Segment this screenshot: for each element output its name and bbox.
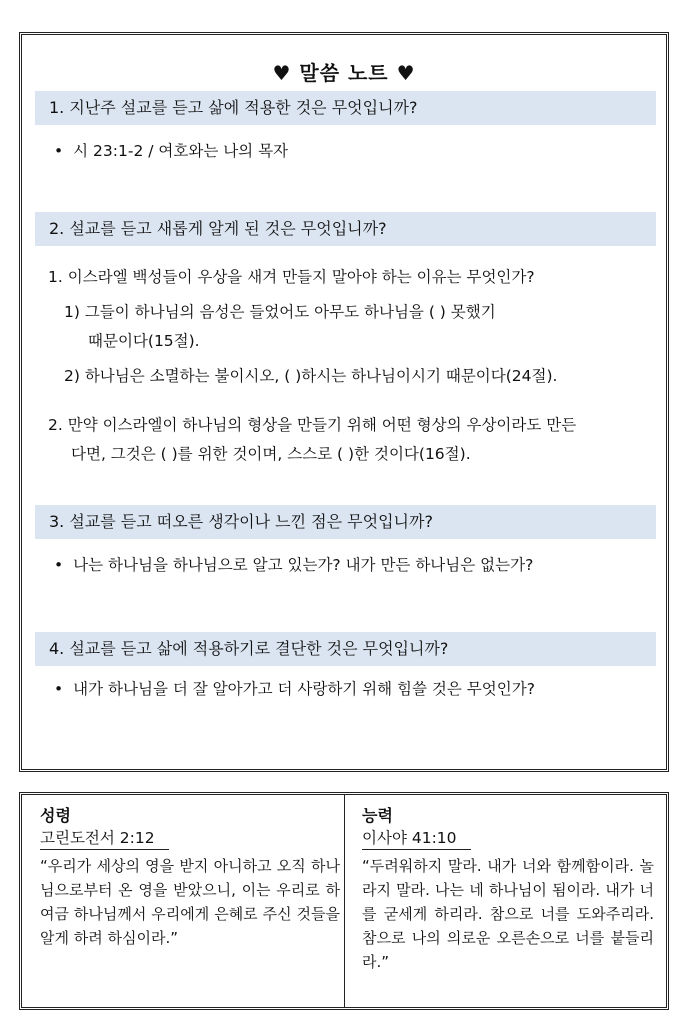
verse-heading: 성령 xyxy=(40,806,71,825)
q2-item-2-line-1: 2. 만약 이스라엘이 하나님의 형상을 만들기 위해 어떤 형상의 우상이라도 만든 xyxy=(48,416,577,434)
answer-1: • 시 23:1-2 / 여호와는 나의 목자 xyxy=(54,140,288,162)
question-4-bar: 4. 설교를 듣고 삶에 적용하기로 결단한 것은 무엇입니까? xyxy=(35,632,656,666)
verse-heading: 능력 xyxy=(362,806,393,825)
sermon-notes-panel xyxy=(19,32,669,772)
verse-reference: 이사야 41:10 xyxy=(362,827,471,850)
notes-title: ♥ 말씀 노트 ♥ xyxy=(272,61,416,85)
q2-item-1: 1. 이스라엘 백성들이 우상을 새겨 만들지 말아야 하는 이유는 무엇인가? xyxy=(48,268,535,286)
verse-text: “두려워하지 말라. 내가 너와 함께함이라. 놀라지 말라. 나는 네 하나님이 됨이라. 내가 너를 굳세게 하리라. 참으로 너를 도와주리라. 참으로 나의 의로운 오른손으로 너를 붙들리라.” xyxy=(362,857,654,971)
verse-card-holy-spirit xyxy=(40,805,340,950)
question-2-bar: 2. 설교를 듣고 새롭게 알게 된 것은 무엇입니까? xyxy=(35,212,656,246)
verse-reference: 고린도전서 2:12 xyxy=(40,827,169,850)
q2-item-1-sub-2: 2) 하나님은 소멸하는 불이시오, ( )하시는 하나님이시기 때문이다(24절). xyxy=(64,367,558,385)
question-1-bar: 1. 지난주 설교를 듣고 삶에 적용한 것은 무엇입니까? xyxy=(35,91,656,125)
verse-text: “우리가 세상의 영을 받지 아니하고 오직 하나님으로부터 온 영을 받았으니, 이는 우리로 하여금 하나님께서 우리에게 은혜로 주신 것들을 알게 하려 하심이라.” xyxy=(40,857,340,947)
verse-card-power xyxy=(362,805,654,974)
answer-4: • 내가 하나님을 더 잘 알아가고 더 사랑하기 위해 힘쓸 것은 무엇인가? xyxy=(54,678,535,700)
memory-verses-panel xyxy=(19,792,669,1010)
column-divider xyxy=(344,795,345,1007)
q2-item-1-sub-1-line-2: 때문이다(15절). xyxy=(88,332,200,350)
question-3-bar: 3. 설교를 듣고 떠오른 생각이나 느낀 점은 무엇입니까? xyxy=(35,505,656,539)
q2-item-2-line-2: 다면, 그것은 ( )를 위한 것이며, 스스로 ( )한 것이다(16절). xyxy=(71,445,471,463)
q2-item-1-sub-1-line-1: 1) 그들이 하나님의 음성은 들었어도 아무도 하나님을 ( ) 못했기 xyxy=(64,303,496,321)
answer-3: • 나는 하나님을 하나님으로 알고 있는가? 내가 만든 하나님은 없는가? xyxy=(54,554,533,576)
